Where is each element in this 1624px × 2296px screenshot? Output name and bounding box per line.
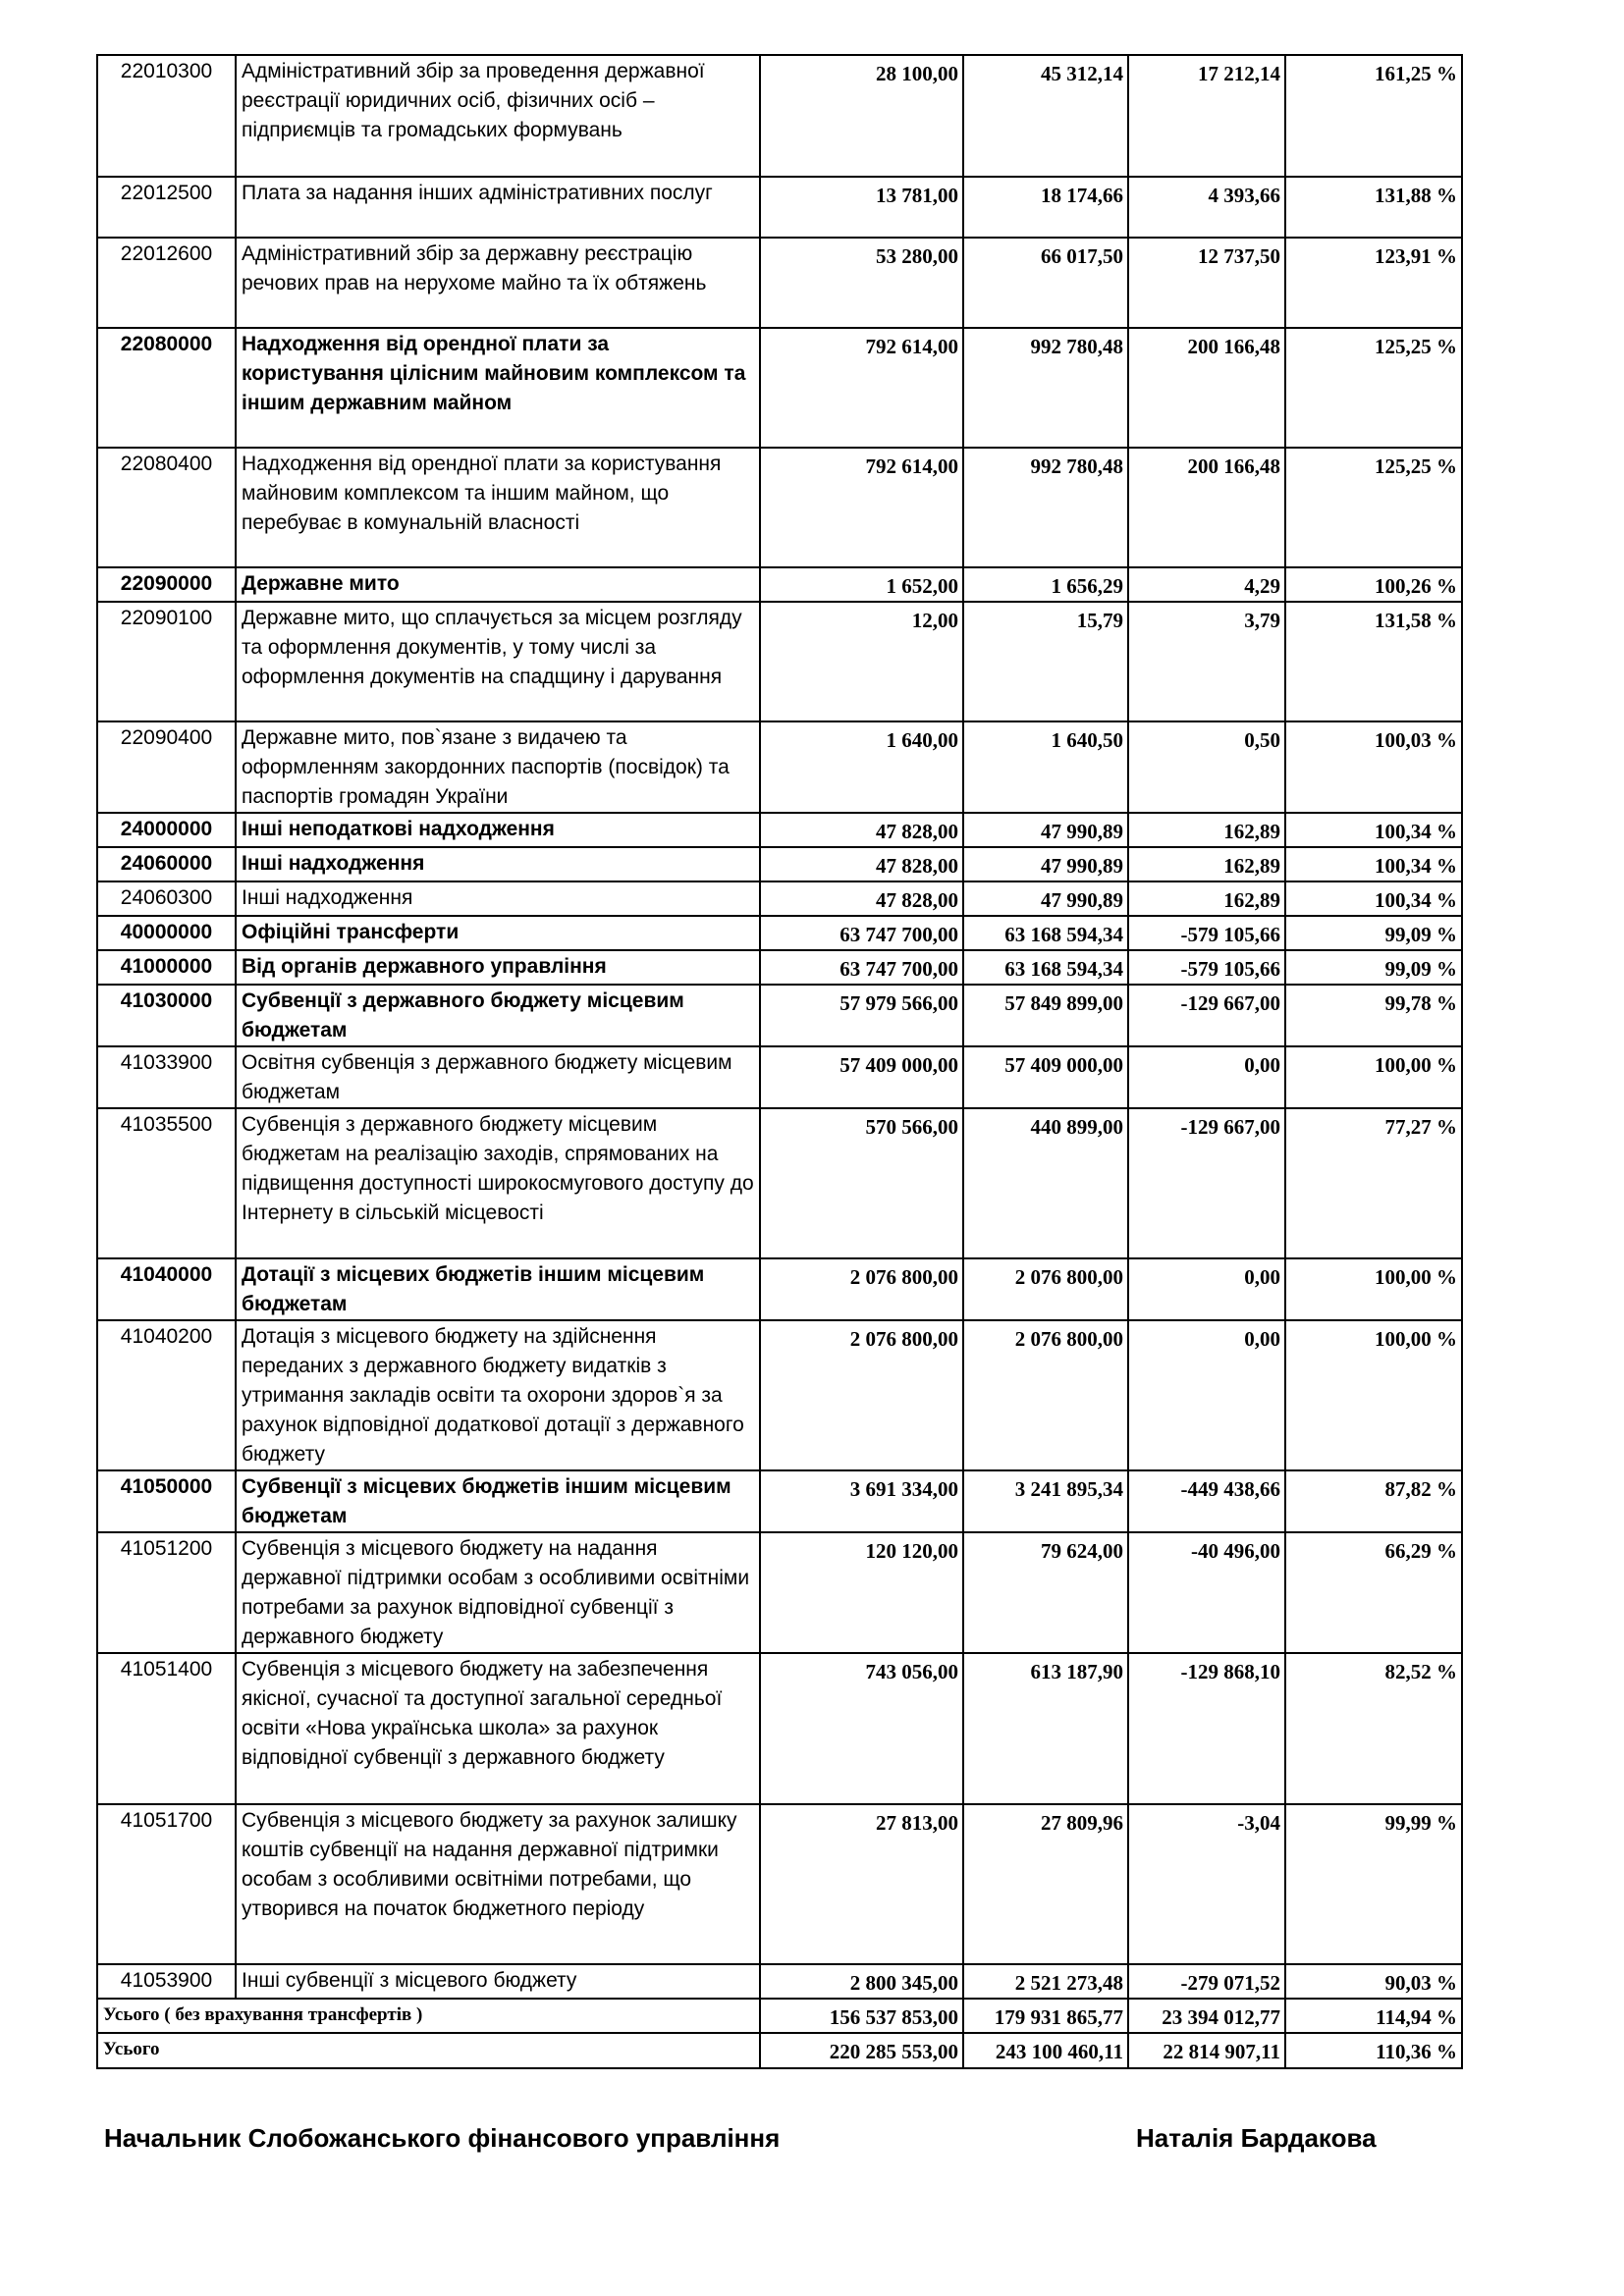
row-percent: 131,88 %	[1285, 177, 1462, 238]
row-code: 41040200	[97, 1320, 236, 1470]
total-deviation: 22 814 907,11	[1128, 2033, 1285, 2068]
row-name: Субвенція з місцевого бюджету на забезпечення якісної, сучасної та доступної загальної середньої освіти «Нова українська школа» за рахунок відповідної субвенції з державного бюджету	[236, 1653, 760, 1804]
row-code: 41053900	[97, 1964, 236, 1999]
row-code: 41000000	[97, 950, 236, 985]
row-fact: 66 017,50	[963, 238, 1128, 328]
row-plan: 2 076 800,00	[760, 1258, 963, 1320]
row-name: Державне мито, пов`язане з видачею та оформленням закордонних паспортів (посвідок) та паспортів громадян України	[236, 721, 760, 813]
table-row	[97, 985, 1462, 1046]
row-percent: 100,00 %	[1285, 1320, 1462, 1470]
row-plan: 120 120,00	[760, 1532, 963, 1653]
row-fact: 3 241 895,34	[963, 1470, 1128, 1532]
table-row	[97, 1470, 1462, 1532]
table-row	[97, 1108, 1462, 1258]
signatory-name: Наталія Бардакова	[1136, 2123, 1377, 2153]
row-name: Дотація з місцевого бюджету на здійснення переданих з державного бюджету видатків з утримання закладів освіти та охорони здоров`я за рахунок відповідної додаткової дотації з державного бюджету	[236, 1320, 760, 1470]
row-code: 22080400	[97, 448, 236, 567]
row-percent: 66,29 %	[1285, 1532, 1462, 1653]
row-percent: 100,03 %	[1285, 721, 1462, 813]
row-deviation: -579 105,66	[1128, 916, 1285, 950]
row-fact: 1 640,50	[963, 721, 1128, 813]
row-code: 41050000	[97, 1470, 236, 1532]
row-percent: 99,09 %	[1285, 916, 1462, 950]
row-fact: 1 656,29	[963, 567, 1128, 602]
table-row	[97, 916, 1462, 950]
row-deviation: -129 667,00	[1128, 985, 1285, 1046]
row-percent: 90,03 %	[1285, 1964, 1462, 1999]
row-deviation: -449 438,66	[1128, 1470, 1285, 1532]
table-row	[97, 238, 1462, 328]
table-row	[97, 1258, 1462, 1320]
total-row	[97, 2033, 1462, 2068]
row-fact: 440 899,00	[963, 1108, 1128, 1258]
row-percent: 82,52 %	[1285, 1653, 1462, 1804]
row-name: Інші надходження	[236, 881, 760, 916]
table-row	[97, 328, 1462, 448]
table-row	[97, 950, 1462, 985]
total-percent: 114,94 %	[1285, 1999, 1462, 2033]
row-plan: 63 747 700,00	[760, 916, 963, 950]
row-code: 41033900	[97, 1046, 236, 1108]
row-percent: 125,25 %	[1285, 328, 1462, 448]
row-fact: 992 780,48	[963, 328, 1128, 448]
row-code: 22090100	[97, 602, 236, 721]
row-fact: 15,79	[963, 602, 1128, 721]
table-row	[97, 1804, 1462, 1964]
row-fact: 2 076 800,00	[963, 1320, 1128, 1470]
row-name: Субвенції з державного бюджету місцевим бюджетам	[236, 985, 760, 1046]
row-name: Субвенція з державного бюджету місцевим бюджетам на реалізацію заходів, спрямованих на підвищення доступності широкосмугового доступу до Інтернету в сільській місцевості	[236, 1108, 760, 1258]
row-deviation: 162,89	[1128, 813, 1285, 847]
row-plan: 27 813,00	[760, 1804, 963, 1964]
row-fact: 992 780,48	[963, 448, 1128, 567]
row-plan: 12,00	[760, 602, 963, 721]
row-plan: 1 652,00	[760, 567, 963, 602]
table-row	[97, 847, 1462, 881]
total-fact: 243 100 460,11	[963, 2033, 1128, 2068]
row-code: 22090400	[97, 721, 236, 813]
row-plan: 53 280,00	[760, 238, 963, 328]
row-percent: 87,82 %	[1285, 1470, 1462, 1532]
row-fact: 47 990,89	[963, 847, 1128, 881]
row-deviation: 4 393,66	[1128, 177, 1285, 238]
row-deviation: -40 496,00	[1128, 1532, 1285, 1653]
table-row	[97, 1532, 1462, 1653]
row-plan: 13 781,00	[760, 177, 963, 238]
row-percent: 100,34 %	[1285, 813, 1462, 847]
total-plan: 156 537 853,00	[760, 1999, 963, 2033]
row-name: Субвенція з місцевого бюджету за рахунок залишку коштів субвенції на надання державної підтримки особам з особливими освітніми потребами, що утворився на початок бюджетного періоду	[236, 1804, 760, 1964]
row-plan: 57 409 000,00	[760, 1046, 963, 1108]
row-plan: 3 691 334,00	[760, 1470, 963, 1532]
row-name: Надходження від орендної плати за користування цілісним майновим комплексом та іншим державним майном	[236, 328, 760, 448]
row-plan: 743 056,00	[760, 1653, 963, 1804]
row-plan: 792 614,00	[760, 328, 963, 448]
row-fact: 57 409 000,00	[963, 1046, 1128, 1108]
row-deviation: 4,29	[1128, 567, 1285, 602]
row-deviation: 200 166,48	[1128, 448, 1285, 567]
row-deviation: 0,00	[1128, 1258, 1285, 1320]
row-plan: 2 800 345,00	[760, 1964, 963, 1999]
row-name: Адміністративний збір за державну реєстрацію речових прав на нерухоме майно та їх обтяжень	[236, 238, 760, 328]
row-plan: 47 828,00	[760, 847, 963, 881]
signature-position: Начальник Слобожанського фінансового управління	[104, 2123, 781, 2153]
row-deviation: 17 212,14	[1128, 55, 1285, 177]
row-name: Інші надходження	[236, 847, 760, 881]
row-code: 22012600	[97, 238, 236, 328]
row-fact: 57 849 899,00	[963, 985, 1128, 1046]
table-row	[97, 721, 1462, 813]
total-fact: 179 931 865,77	[963, 1999, 1128, 2033]
row-fact: 18 174,66	[963, 177, 1128, 238]
row-name: Від органів державного управління	[236, 950, 760, 985]
row-deviation: 162,89	[1128, 881, 1285, 916]
row-name: Адміністративний збір за проведення державної реєстрації юридичних осіб, фізичних осіб – підприємців та громадських формувань	[236, 55, 760, 177]
table-row	[97, 567, 1462, 602]
row-percent: 99,78 %	[1285, 985, 1462, 1046]
row-fact: 2 521 273,48	[963, 1964, 1128, 1999]
row-name: Державне мито	[236, 567, 760, 602]
row-fact: 45 312,14	[963, 55, 1128, 177]
row-percent: 125,25 %	[1285, 448, 1462, 567]
row-name: Субвенції з місцевих бюджетів іншим місцевим бюджетам	[236, 1470, 760, 1532]
row-code: 22012500	[97, 177, 236, 238]
row-name: Державне мито, що сплачується за місцем розгляду та оформлення документів, у тому числі за оформлення документів на спадщину і дарування	[236, 602, 760, 721]
row-percent: 100,26 %	[1285, 567, 1462, 602]
row-fact: 47 990,89	[963, 881, 1128, 916]
table-row	[97, 1653, 1462, 1804]
row-percent: 131,58 %	[1285, 602, 1462, 721]
row-plan: 63 747 700,00	[760, 950, 963, 985]
row-fact: 27 809,96	[963, 1804, 1128, 1964]
row-fact: 2 076 800,00	[963, 1258, 1128, 1320]
row-deviation: -279 071,52	[1128, 1964, 1285, 1999]
table-row	[97, 813, 1462, 847]
table-row	[97, 1320, 1462, 1470]
row-fact: 63 168 594,34	[963, 916, 1128, 950]
row-name: Надходження від орендної плати за користування майновим комплексом та іншим майном, що перебуває в комунальній власності	[236, 448, 760, 567]
row-plan: 47 828,00	[760, 813, 963, 847]
row-name: Плата за надання інших адміністративних послуг	[236, 177, 760, 238]
row-code: 41030000	[97, 985, 236, 1046]
row-code: 40000000	[97, 916, 236, 950]
row-name: Освітня субвенція з державного бюджету місцевим бюджетам	[236, 1046, 760, 1108]
row-plan: 792 614,00	[760, 448, 963, 567]
row-plan: 2 076 800,00	[760, 1320, 963, 1470]
row-fact: 613 187,90	[963, 1653, 1128, 1804]
table-row	[97, 1046, 1462, 1108]
row-code: 41051700	[97, 1804, 236, 1964]
row-deviation: 12 737,50	[1128, 238, 1285, 328]
row-name: Дотації з місцевих бюджетів іншим місцевим бюджетам	[236, 1258, 760, 1320]
total-row	[97, 1999, 1462, 2033]
row-code: 41035500	[97, 1108, 236, 1258]
row-plan: 570 566,00	[760, 1108, 963, 1258]
table-row	[97, 177, 1462, 238]
row-deviation: 0,00	[1128, 1046, 1285, 1108]
row-deviation: 200 166,48	[1128, 328, 1285, 448]
row-percent: 100,34 %	[1285, 881, 1462, 916]
row-plan: 47 828,00	[760, 881, 963, 916]
total-label: Усього	[97, 2033, 760, 2068]
table-row	[97, 448, 1462, 567]
row-percent: 161,25 %	[1285, 55, 1462, 177]
total-percent: 110,36 %	[1285, 2033, 1462, 2068]
table-row	[97, 602, 1462, 721]
row-percent: 100,00 %	[1285, 1046, 1462, 1108]
row-percent: 100,00 %	[1285, 1258, 1462, 1320]
row-deviation: 0,50	[1128, 721, 1285, 813]
row-deviation: 0,00	[1128, 1320, 1285, 1470]
row-plan: 28 100,00	[760, 55, 963, 177]
row-code: 24060000	[97, 847, 236, 881]
row-percent: 123,91 %	[1285, 238, 1462, 328]
row-deviation: -129 667,00	[1128, 1108, 1285, 1258]
row-code: 41051400	[97, 1653, 236, 1804]
row-code: 24060300	[97, 881, 236, 916]
row-percent: 99,99 %	[1285, 1804, 1462, 1964]
row-deviation: 162,89	[1128, 847, 1285, 881]
row-code: 22010300	[97, 55, 236, 177]
row-percent: 99,09 %	[1285, 950, 1462, 985]
row-deviation: -579 105,66	[1128, 950, 1285, 985]
row-plan: 1 640,00	[760, 721, 963, 813]
row-fact: 47 990,89	[963, 813, 1128, 847]
table-row	[97, 1964, 1462, 1999]
row-deviation: 3,79	[1128, 602, 1285, 721]
row-percent: 77,27 %	[1285, 1108, 1462, 1258]
row-fact: 63 168 594,34	[963, 950, 1128, 985]
row-code: 24000000	[97, 813, 236, 847]
row-fact: 79 624,00	[963, 1532, 1128, 1653]
row-name: Субвенція з місцевого бюджету на надання державної підтримки особам з особливими освітніми потребами за рахунок відповідної субвенції з державного бюджету	[236, 1532, 760, 1653]
row-code: 41051200	[97, 1532, 236, 1653]
row-name: Інші субвенції з місцевого бюджету	[236, 1964, 760, 1999]
total-label: Усього ( без врахування трансфертів )	[97, 1999, 760, 2033]
total-deviation: 23 394 012,77	[1128, 1999, 1285, 2033]
revenue-table	[96, 54, 1463, 2069]
total-plan: 220 285 553,00	[760, 2033, 963, 2068]
row-deviation: -3,04	[1128, 1804, 1285, 1964]
row-name: Інші неподаткові надходження	[236, 813, 760, 847]
row-percent: 100,34 %	[1285, 847, 1462, 881]
row-code: 22090000	[97, 567, 236, 602]
row-plan: 57 979 566,00	[760, 985, 963, 1046]
row-name: Офіційні трансферти	[236, 916, 760, 950]
row-code: 22080000	[97, 328, 236, 448]
row-code: 41040000	[97, 1258, 236, 1320]
table-row	[97, 55, 1462, 177]
row-deviation: -129 868,10	[1128, 1653, 1285, 1804]
table-row	[97, 881, 1462, 916]
